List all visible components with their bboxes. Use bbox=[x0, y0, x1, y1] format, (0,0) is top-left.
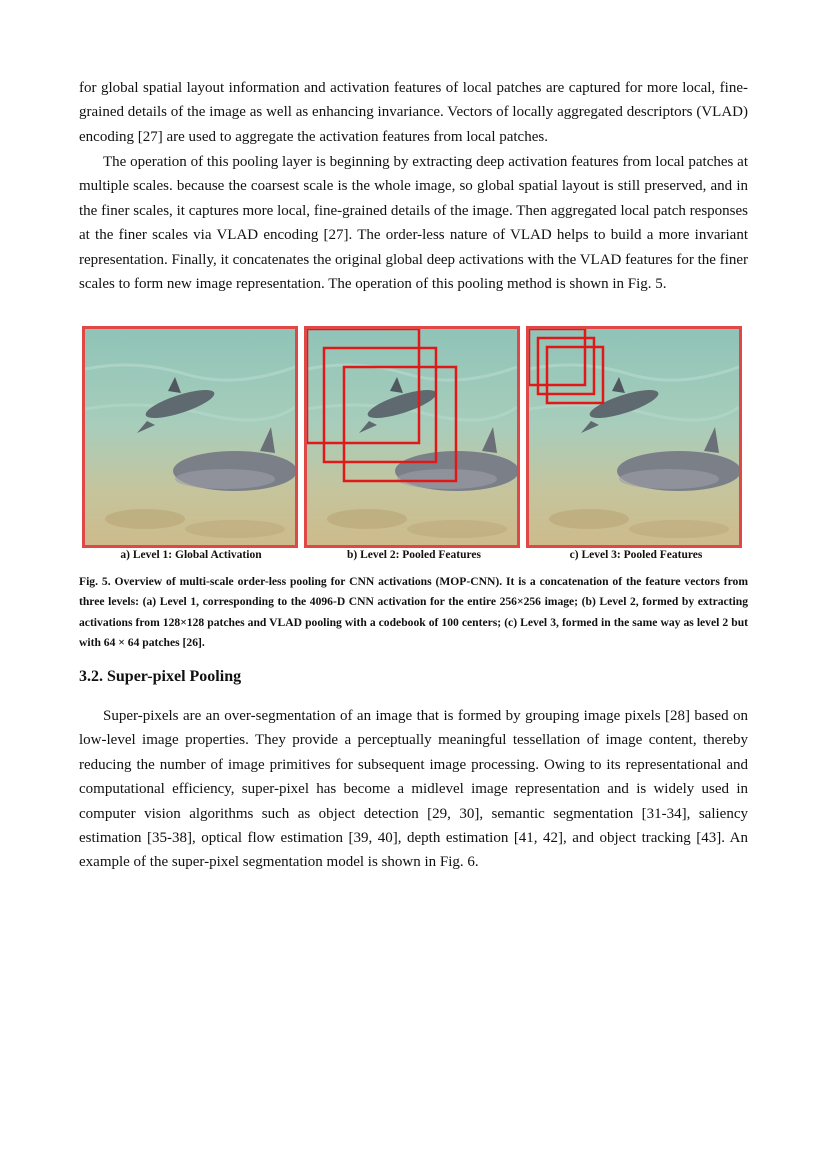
dolphin-photo-b bbox=[307, 329, 517, 545]
paragraph-1: for global spatial layout information and activation features of local patches are captured for more local, fine-grained details of the image as well as enhancing invariance. Vectors of locally aggregated descriptors (VLAD) encoding [27] are used to aggregate the activation features from local patches. bbox=[79, 80, 748, 145]
figure-5 bbox=[79, 326, 748, 566]
figure-caption: Fig. 5. Overview of multi-scale order-less pooling for CNN activations (MOP-CNN). It is a concatenation of the feature vectors from three levels: (a) Level 1, corresponding to the 4096-D CNN activation for the entire 256×256 image; (b) Level 2, formed by extracting activations from 128×128 patches and VLAD pooling with a codebook of 100 centers; (c) Level 3, formed in the same way as level 2 but with 64 × 64 patches [26]. bbox=[79, 575, 748, 649]
panel-level-2 bbox=[304, 326, 520, 548]
panel-level-3 bbox=[526, 326, 742, 548]
label-level-1: a) Level 1: Global Activation bbox=[120, 549, 262, 561]
label-level-3: c) Level 3: Pooled Features bbox=[569, 549, 703, 561]
dolphin-photo-c bbox=[529, 329, 739, 545]
dolphin-photo-a bbox=[85, 329, 295, 545]
paragraph-3: Super-pixels are an over-segmentation of an image that is formed by grouping image pixels [28] based on low-level image properties. They provide a perceptually meaningful tessellation of image content, thereby reducing the number of image primitives for subsequent image processing. Owing to its representational and computational efficiency, super-pixel has become a midlevel image representation and is widely used in computer vision algorithms such as object detection [29, 30], semantic segmentation [31-34], saliency estimation [35-38], optical flow estimation [39, 40], depth estimation [41, 42], and object tracking [43]. An example of the super-pixel segmentation model is shown in Fig. 6. bbox=[79, 708, 748, 871]
paragraph-2: The operation of this pooling layer is beginning by extracting deep activation features from local patches at multiple scales. because the coarsest scale is the whole image, so global spatial layout is still preserved, and in the finer scales, it captures more local, fine-grained details of the image. Then aggregated local patch responses at the finer scales via VLAD encoding [27]. The order-less nature of VLAD helps to build a more invariant representation. Finally, it concatenates the original global deep activations with the VLAD features for the finer scales to form new image representation. The operation of this pooling method is shown in Fig. 5. bbox=[79, 154, 748, 293]
section-heading: 3.2. Super-pixel Pooling bbox=[79, 668, 242, 685]
label-level-2: b) Level 2: Pooled Features bbox=[347, 549, 481, 561]
panel-level-1 bbox=[82, 326, 298, 548]
